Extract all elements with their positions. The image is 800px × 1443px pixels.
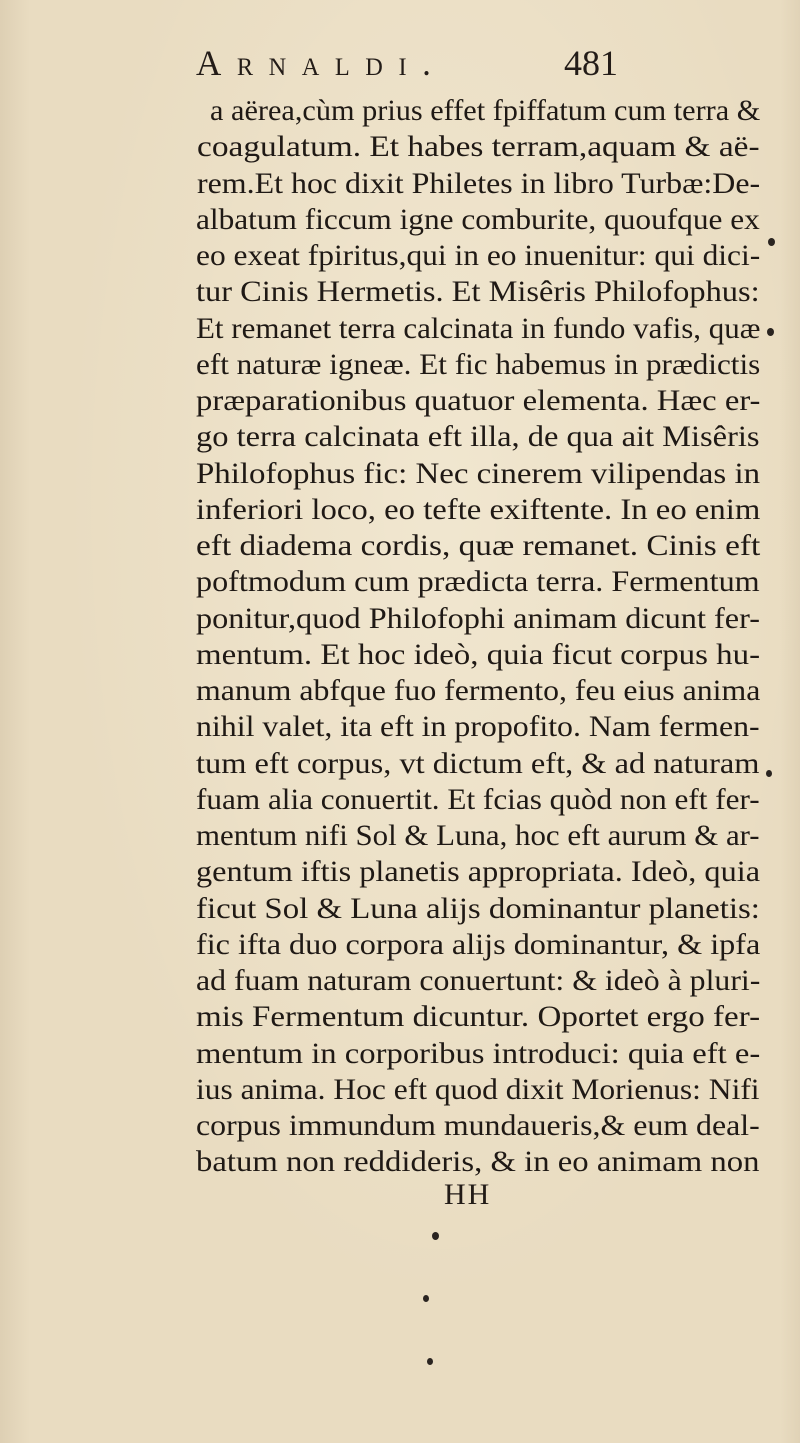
ink-speck	[423, 1295, 429, 1302]
text-line: go terra calcinata eft illa, de qua ait Misêris	[196, 420, 760, 454]
text-line: fic ifta duo corpora alijs dominantur, & ipfa	[196, 927, 761, 961]
text-line: tur Cinis Hermetis. Et Misêris Philofophus:	[196, 275, 760, 309]
text-line: ius anima. Hoc eft quod dixit Morienus: Nifi	[196, 1072, 760, 1106]
text-line: coagulatum. Et habes terram,aquam & aë-	[197, 130, 760, 164]
text-line: fuam alia conuertit. Et fcias quòd non eft fer-	[196, 782, 760, 816]
text-line: albatum ficcum igne comburite, quoufque ex	[196, 202, 760, 236]
running-title: Arnaldi.	[196, 43, 447, 83]
text-line: mentum. Et hoc ideò, quia ficut corpus hu-	[196, 637, 761, 671]
text-line: manum abfque fuo fermento, feu eius anima	[196, 674, 761, 707]
ink-speck	[768, 238, 775, 246]
text-line: rem.Et hoc dixit Philetes in libro Turbæ:De-	[197, 166, 761, 200]
text-line: eo exeat fpiritus,qui in eo inuenitur: qui dici-	[196, 239, 761, 272]
running-head	[196, 40, 636, 90]
text-line: poftmodum cum prædicta terra. Fermentum	[196, 565, 760, 599]
text-line: mentum in corporibus introduci: quia eft e-	[196, 1036, 761, 1070]
text-line: mentum nifi Sol & Luna, hoc eft aurum & ar-	[196, 819, 760, 852]
text-line: corpus immundum mundaueris,& eum deal-	[196, 1109, 760, 1142]
page-number: 481	[564, 43, 618, 83]
text-line: Et remanet terra calcinata in fundo vafis, quæ	[196, 311, 761, 345]
text-line: ficut Sol & Luna alijs dominantur planetis:	[196, 891, 760, 925]
text-line: eft diadema cordis, quæ remanet. Cinis eft	[196, 529, 761, 562]
text-line: inferiori loco, eo tefte exiftente. In eo enim	[196, 492, 761, 526]
ink-speck	[767, 328, 774, 336]
text-line: ad fuam naturam conuertunt: & ideò à pluri-	[196, 964, 761, 997]
text-line: Philofophus fic: Nec cinerem vilipendas in	[196, 456, 761, 490]
text-line: tum eft corpus, vt dictum eft, & ad naturam	[196, 746, 760, 780]
text-line: batum non reddideris, & in eo animam non	[196, 1145, 760, 1179]
text-line: gentum iftis planetis appropriata. Ideò, quia	[196, 855, 761, 889]
ink-speck	[766, 770, 772, 777]
text-line: a aërea,cùm prius effet fpiffatum cum terra &	[210, 94, 761, 127]
text-line: eft naturæ igneæ. Et fic habemus in prædictis	[196, 347, 761, 381]
ink-speck	[432, 1232, 439, 1240]
text-line: nihil valet, ita eft in propofito. Nam fermen-	[196, 710, 760, 744]
text-line: ponitur,quod Philofophi animam dicunt fer-	[196, 601, 760, 635]
catchword: HH	[444, 1178, 492, 1211]
ink-speck	[427, 1358, 433, 1365]
text-line: præparationibus quatuor elementa. Hæc er-	[196, 384, 761, 417]
text-line: mis Fermentum dicuntur. Oportet ergo fer-	[196, 1000, 761, 1034]
